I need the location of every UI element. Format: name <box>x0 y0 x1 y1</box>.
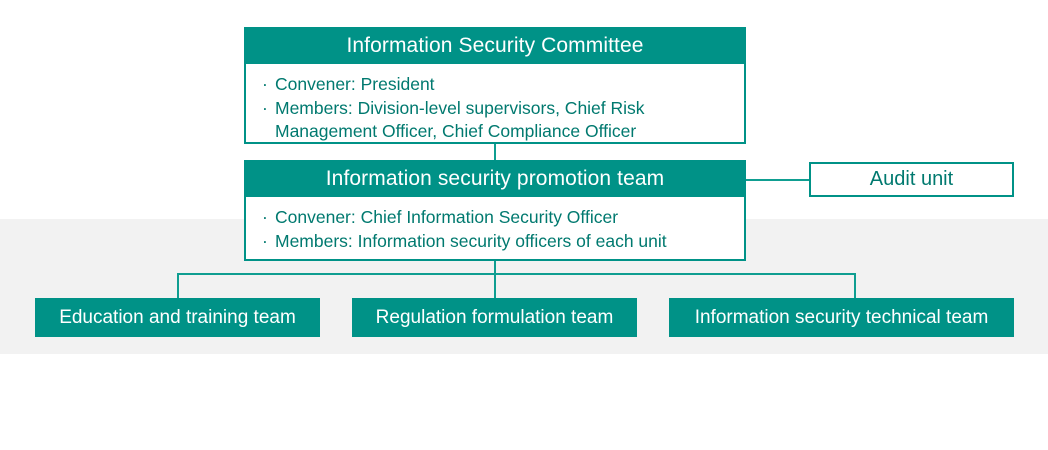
promotion-team-title: Information security promotion team <box>325 166 665 190</box>
promotion-members-text: Members: Information security officers of each unit <box>275 230 667 251</box>
audit-unit-label: Audit unit <box>869 168 954 190</box>
connector-promotion-to-audit <box>745 179 809 181</box>
sub-team-regulation-box <box>352 298 637 337</box>
connector-distribution-bar <box>177 273 856 275</box>
bullet-icon: · <box>262 74 268 94</box>
connector-drop-education <box>177 273 179 298</box>
promotion-team-body <box>244 197 746 261</box>
committee-title: Information Security Committee <box>346 33 644 57</box>
promotion-team-header <box>244 160 746 197</box>
promotion-convener-text: Convener: Chief Information Security Officer <box>275 207 619 227</box>
connector-drop-regulation <box>494 273 496 298</box>
committee-members-text: Members: Division-level supervisors, Chief Risk Management Officer, Chief Compliance Officer <box>275 97 645 142</box>
promotion-bullet-row <box>262 206 732 230</box>
connector-committee-to-promotion <box>494 143 496 160</box>
sub-team-label: Information security technical team <box>694 306 989 328</box>
committee-bullet-row <box>262 97 732 144</box>
sub-team-label: Regulation formulation team <box>375 306 614 328</box>
bullet-icon: · <box>262 207 268 227</box>
committee-bullet-row <box>262 73 732 97</box>
committee-convener-text: Convener: President <box>275 74 435 94</box>
connector-drop-technical <box>854 273 856 298</box>
promotion-bullet-row <box>262 230 732 254</box>
bullet-icon: · <box>262 230 268 251</box>
committee-body <box>244 64 746 144</box>
sub-team-technical-box <box>669 298 1014 337</box>
sub-team-education-box <box>35 298 320 337</box>
bullet-icon: · <box>262 97 268 118</box>
committee-header <box>244 27 746 64</box>
sub-team-label: Education and training team <box>59 306 296 328</box>
audit-unit-box <box>809 162 1014 197</box>
